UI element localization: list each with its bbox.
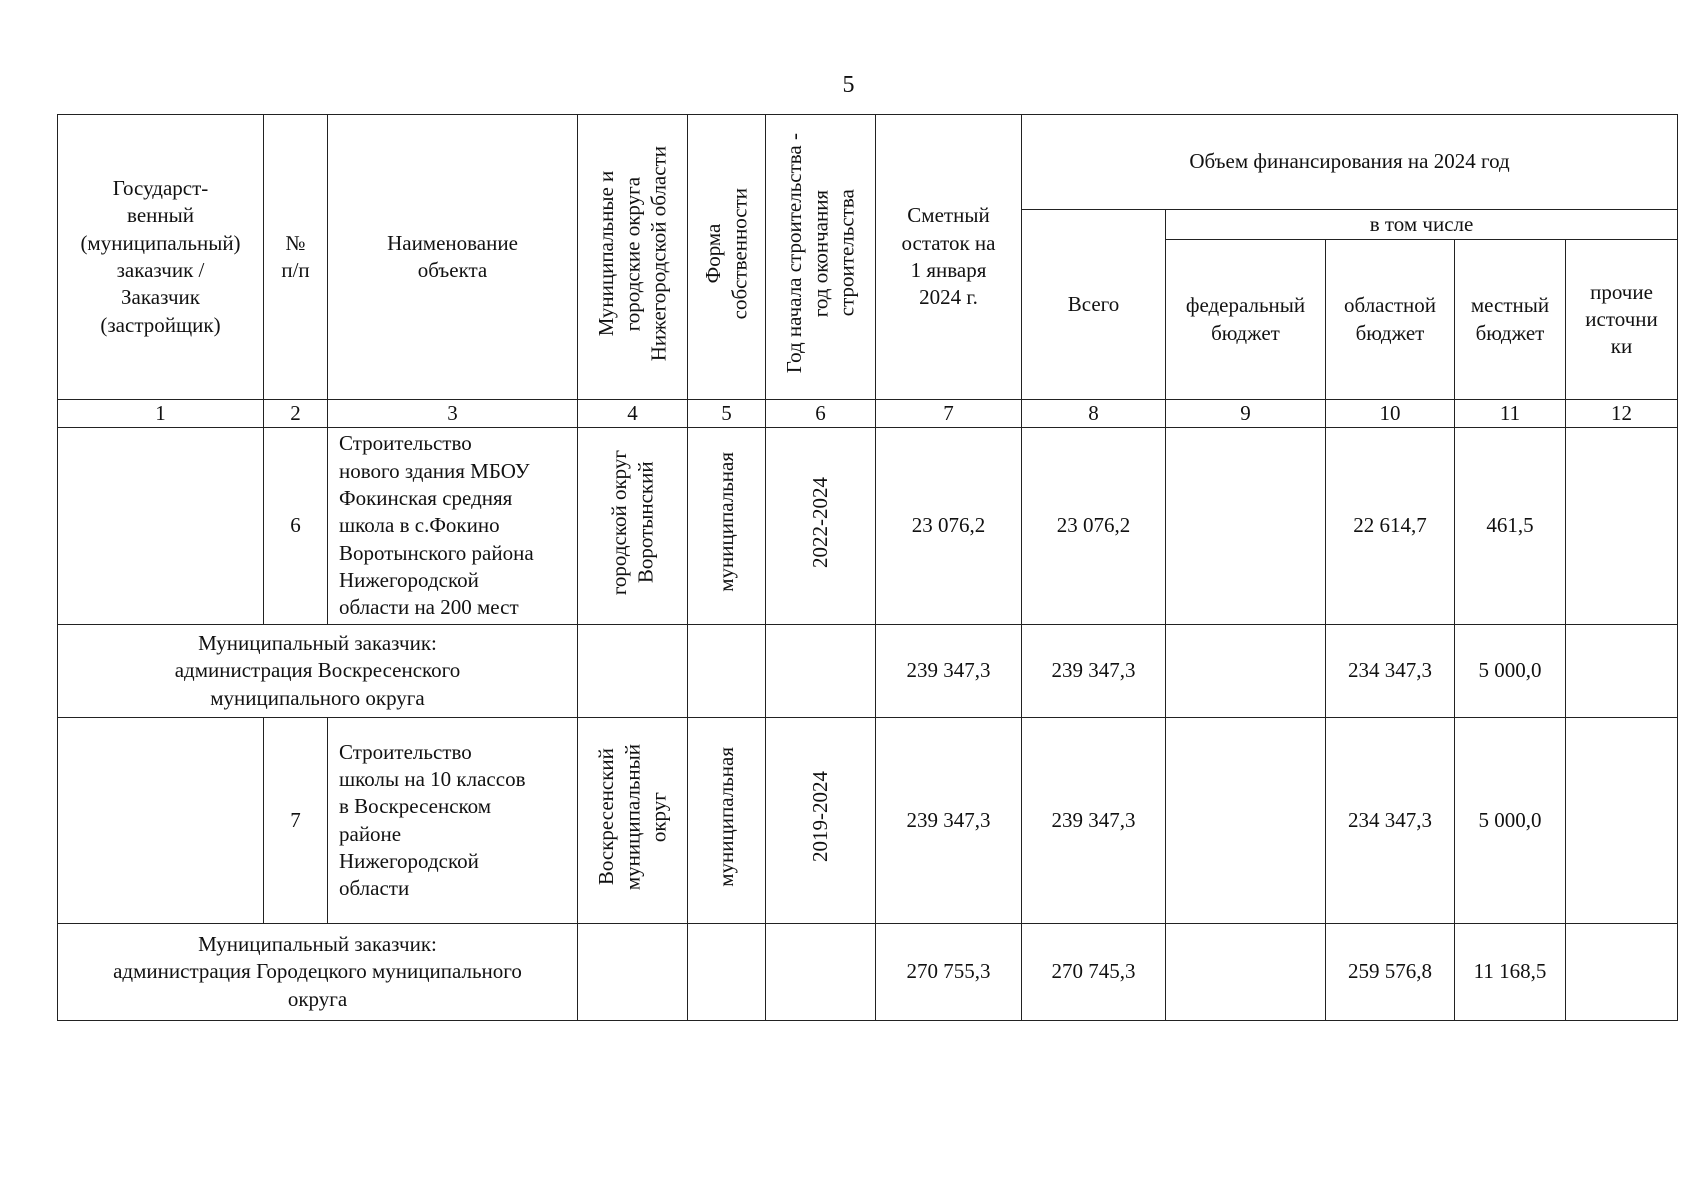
empty-cell	[578, 924, 688, 1021]
years-cell	[766, 718, 876, 924]
estimate-value: 270 755,3	[876, 924, 1022, 1021]
column-number: 5	[688, 400, 766, 428]
column-number: 7	[876, 400, 1022, 428]
regional-value: 234 347,3	[1326, 625, 1455, 718]
ownership-text: муниципальная	[714, 452, 739, 593]
header-years	[766, 115, 876, 400]
ownership-cell	[688, 718, 766, 924]
estimate-value: 239 347,3	[876, 718, 1022, 924]
regional-value: 234 347,3	[1326, 718, 1455, 924]
empty-cell	[766, 924, 876, 1021]
financing-table	[57, 114, 1678, 1021]
estimate-value: 23 076,2	[876, 428, 1022, 625]
header-municipality	[578, 115, 688, 400]
estimate-value: 239 347,3	[876, 625, 1022, 718]
empty-cell	[688, 924, 766, 1021]
customer-label: Муниципальный заказчик: администрация Городецкого муниципального округа	[58, 924, 578, 1021]
empty-cell	[766, 625, 876, 718]
customer-label: Муниципальный заказчик: администрация Воскресенского муниципального округа	[58, 625, 578, 718]
object-name: Строительство школы на 10 классов в Воскресенском районе Нижегородской области	[328, 718, 578, 924]
column-number: 2	[264, 400, 328, 428]
total-value: 239 347,3	[1022, 718, 1166, 924]
federal-value	[1166, 718, 1326, 924]
other-value	[1566, 924, 1678, 1021]
other-value	[1566, 625, 1678, 718]
total-value: 23 076,2	[1022, 428, 1166, 625]
header-financing: Объем финансирования на 2024 год	[1022, 115, 1678, 210]
header-customer: Государст- венный (муниципальный) заказчик / Заказчик (застройщик)	[58, 115, 264, 400]
row-num: 7	[264, 718, 328, 924]
years-cell	[766, 428, 876, 625]
column-number: 6	[766, 400, 876, 428]
column-number: 12	[1566, 400, 1678, 428]
local-value: 461,5	[1455, 428, 1566, 625]
regional-value: 22 614,7	[1326, 428, 1455, 625]
federal-value	[1166, 428, 1326, 625]
header-other: прочие источни ки	[1566, 240, 1678, 400]
table-row	[58, 428, 1678, 625]
header-years-text: Год начала строительства - год окончания строительства	[782, 133, 859, 374]
column-number: 3	[328, 400, 578, 428]
header-num: № п/п	[264, 115, 328, 400]
municipality-text: Воскресенский муниципальный округ	[594, 743, 671, 890]
page-number: 5	[842, 72, 855, 98]
header-row	[58, 115, 1678, 210]
header-federal: федеральный бюджет	[1166, 240, 1326, 400]
local-value: 5 000,0	[1455, 625, 1566, 718]
header-local: местный бюджет	[1455, 240, 1566, 400]
local-value: 5 000,0	[1455, 718, 1566, 924]
table-row	[58, 718, 1678, 924]
subtotal-row	[58, 625, 1678, 718]
header-estimate: Сметный остаток на 1 января 2024 г.	[876, 115, 1022, 400]
customer-cell	[58, 428, 264, 625]
years-text: 2022-2024	[808, 476, 833, 568]
ownership-cell	[688, 428, 766, 625]
federal-value	[1166, 924, 1326, 1021]
header-municipality-text: Муниципальные и городские округа Нижегородской области	[594, 145, 671, 361]
column-number: 10	[1326, 400, 1455, 428]
header-regional: областной бюджет	[1326, 240, 1455, 400]
municipality-cell	[578, 718, 688, 924]
ownership-text: муниципальная	[714, 746, 739, 887]
header-ownership-text: Форма собственности	[701, 187, 752, 320]
empty-cell	[688, 625, 766, 718]
total-value: 270 745,3	[1022, 924, 1166, 1021]
column-number-row	[58, 400, 1678, 428]
municipality-cell	[578, 428, 688, 625]
other-value	[1566, 718, 1678, 924]
column-number: 8	[1022, 400, 1166, 428]
years-text: 2019-2024	[808, 771, 833, 863]
header-name: Наименование объекта	[328, 115, 578, 400]
regional-value: 259 576,8	[1326, 924, 1455, 1021]
other-value	[1566, 428, 1678, 625]
municipality-text: городской округ Воротынский	[607, 449, 658, 595]
header-total: Всего	[1022, 210, 1166, 400]
header-including: в том числе	[1166, 210, 1678, 240]
federal-value	[1166, 625, 1326, 718]
column-number: 1	[58, 400, 264, 428]
empty-cell	[578, 625, 688, 718]
column-number: 11	[1455, 400, 1566, 428]
object-name: Строительство нового здания МБОУ Фокинская средняя школа в с.Фокино Воротынского района Нижегородской области на 200 мест	[328, 428, 578, 625]
subtotal-row	[58, 924, 1678, 1021]
local-value: 11 168,5	[1455, 924, 1566, 1021]
customer-cell	[58, 718, 264, 924]
row-num: 6	[264, 428, 328, 625]
header-ownership	[688, 115, 766, 400]
column-number: 4	[578, 400, 688, 428]
column-number: 9	[1166, 400, 1326, 428]
total-value: 239 347,3	[1022, 625, 1166, 718]
